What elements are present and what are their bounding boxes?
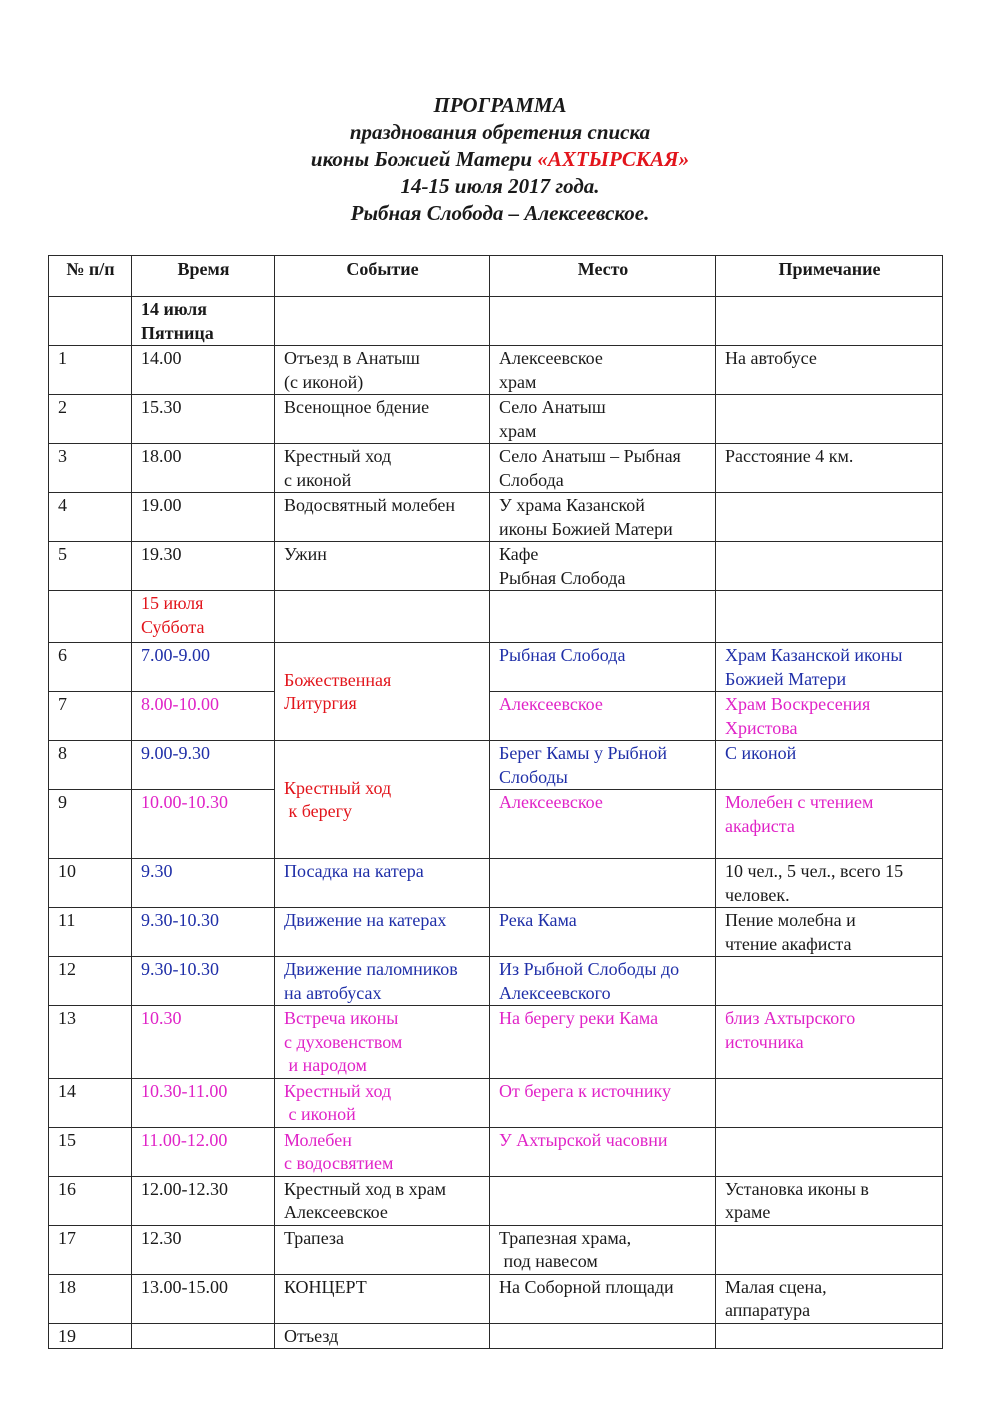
row-time: 14.00 — [132, 346, 275, 395]
row-note-line: Храм Воскресения — [725, 694, 871, 714]
row-note-line: акафиста — [725, 815, 795, 836]
row-place — [490, 444, 716, 493]
row-place-line: У Ахтырской часовни — [499, 1129, 668, 1150]
table-cell — [49, 591, 132, 643]
row-place — [490, 395, 716, 444]
col-header-note: Примечание — [716, 256, 943, 297]
row-event — [275, 1225, 490, 1274]
row-note-line: человек. — [725, 884, 790, 905]
row-note — [716, 741, 943, 790]
title-line-2: празднования обретения списка — [349, 120, 651, 144]
row-number: 9 — [49, 790, 132, 859]
row-note — [716, 1078, 943, 1127]
row-note-line: Установка иконы в — [725, 1178, 869, 1199]
row-number: 5 — [49, 542, 132, 591]
row-place — [490, 346, 716, 395]
row-event — [275, 643, 490, 741]
row-place — [490, 1006, 716, 1079]
day-date: 15 июля — [141, 593, 204, 613]
row-event — [275, 957, 490, 1006]
row-number: 19 — [49, 1323, 132, 1349]
table-row — [49, 1127, 943, 1176]
table-cell — [490, 591, 716, 643]
table-row — [49, 444, 943, 493]
row-event-line: с иконой — [284, 1104, 356, 1124]
row-time: 19.00 — [132, 493, 275, 542]
row-place-line: храм — [499, 371, 537, 392]
table-row — [49, 1006, 943, 1079]
table-row — [49, 395, 943, 444]
schedule-table — [48, 255, 943, 1349]
table-header-row — [49, 256, 943, 297]
row-event — [275, 1078, 490, 1127]
row-note-line: Малая сцена, — [725, 1276, 827, 1297]
row-note — [716, 1323, 943, 1349]
row-event — [275, 542, 490, 591]
row-event-line: Крестный ход в храм — [284, 1178, 446, 1199]
row-time: 8.00-10.00 — [132, 692, 275, 741]
row-place-line: Алексеевского — [499, 982, 611, 1003]
row-event-line: Крестный ход — [284, 777, 392, 798]
col-header-place: Место — [490, 256, 716, 297]
col-header-time: Время — [132, 256, 275, 297]
row-time: 7.00-9.00 — [132, 643, 275, 692]
row-place — [490, 1078, 716, 1127]
page-title — [0, 92, 1000, 227]
row-place-line: храм — [499, 420, 537, 441]
row-number: 15 — [49, 1127, 132, 1176]
row-number: 14 — [49, 1078, 132, 1127]
row-place — [490, 790, 716, 859]
row-note — [716, 908, 943, 957]
day-label — [132, 591, 275, 643]
table-row — [49, 1323, 943, 1349]
row-number: 16 — [49, 1176, 132, 1225]
row-note-line: храме — [725, 1202, 771, 1222]
row-event — [275, 444, 490, 493]
row-event-line: Водосвятный молебен — [284, 495, 456, 515]
row-event-line: Крестный ход — [284, 1080, 392, 1101]
row-event-line: Движение паломников — [284, 959, 458, 979]
row-place — [490, 493, 716, 542]
title-line-1: ПРОГРАММА — [433, 93, 567, 117]
row-number: 1 — [49, 346, 132, 395]
row-number: 10 — [49, 859, 132, 908]
row-place-line: На Соборной площади — [499, 1276, 674, 1297]
row-place — [490, 1323, 716, 1349]
day-weekday: Суббота — [141, 616, 205, 637]
title-line-4: 14-15 июля 2017 года. — [400, 174, 600, 198]
row-event — [275, 1274, 490, 1323]
table-row — [49, 790, 943, 859]
row-event-line: (с иконой) — [284, 371, 364, 392]
row-time: 11.00-12.00 — [132, 1127, 275, 1176]
row-place-line: под навесом — [499, 1251, 598, 1271]
row-event-line: с духовенством — [284, 1031, 403, 1052]
row-number: 12 — [49, 957, 132, 1006]
row-place-line: Алексеевское — [499, 694, 603, 714]
table-row — [49, 1176, 943, 1225]
row-event — [275, 1323, 490, 1349]
row-place — [490, 643, 716, 692]
row-number: 2 — [49, 395, 132, 444]
day-weekday: Пятница — [141, 322, 214, 343]
row-event-line: Ужин — [284, 544, 327, 564]
row-event-line: Отъезд в Анатыш — [284, 348, 420, 368]
row-place-line: иконы Божией Матери — [499, 518, 673, 539]
row-place-line: Рыбная Слобода — [499, 567, 626, 588]
row-note — [716, 493, 943, 542]
row-event — [275, 1127, 490, 1176]
row-place-line: Трапезная храма, — [499, 1227, 632, 1248]
table-cell — [716, 297, 943, 346]
table-cell — [490, 297, 716, 346]
table-row — [49, 542, 943, 591]
row-event-line: Всенощное бдение — [284, 397, 430, 417]
table-row — [49, 1078, 943, 1127]
title-line-5: Рыбная Слобода – Алексеевское. — [350, 201, 650, 225]
table-row — [49, 493, 943, 542]
row-place-line: Алексеевское — [499, 348, 603, 368]
row-event-line: и народом — [284, 1055, 367, 1075]
row-time: 12.00-12.30 — [132, 1176, 275, 1225]
row-place — [490, 692, 716, 741]
row-number: 18 — [49, 1274, 132, 1323]
row-note-line: Христова — [725, 717, 798, 738]
row-place-line: От берега к источнику — [499, 1080, 671, 1101]
row-place-line: Село Анатыш – Рыбная — [499, 446, 681, 466]
row-time: 15.30 — [132, 395, 275, 444]
row-note — [716, 1006, 943, 1079]
row-event-line: с иконой — [284, 469, 352, 490]
row-time: 9.30-10.30 — [132, 957, 275, 1006]
row-note-line: источника — [725, 1031, 804, 1052]
row-event-line: Молебен — [284, 1129, 352, 1150]
row-event-line: Литургия — [284, 693, 357, 713]
row-place — [490, 1225, 716, 1274]
row-note — [716, 444, 943, 493]
row-time: 18.00 — [132, 444, 275, 493]
row-note — [716, 542, 943, 591]
row-place-line: Из Рыбной Слободы до — [499, 959, 680, 979]
row-event — [275, 908, 490, 957]
row-place-line: Слобода — [499, 469, 564, 490]
row-note-line: Расстояние 4 км. — [725, 446, 854, 466]
row-note — [716, 1127, 943, 1176]
row-event-line: с водосвятием — [284, 1153, 394, 1173]
row-note-line: 10 чел., 5 чел., всего 15 — [725, 861, 904, 881]
table-row — [49, 859, 943, 908]
table-row — [49, 643, 943, 692]
row-note — [716, 346, 943, 395]
row-number: 11 — [49, 908, 132, 957]
row-note-line: чтение акафиста — [725, 933, 852, 954]
row-place-line: Кафе — [499, 544, 539, 564]
row-note-line: Пение молебна и — [725, 910, 856, 930]
row-event-line: на автобусах — [284, 982, 382, 1003]
row-note — [716, 1225, 943, 1274]
row-event-line: Встреча иконы — [284, 1008, 399, 1028]
row-note-line: аппаратура — [725, 1300, 811, 1320]
day-label — [132, 297, 275, 346]
row-note — [716, 692, 943, 741]
table-row — [49, 741, 943, 790]
row-note — [716, 957, 943, 1006]
row-place-line: Слободы — [499, 766, 568, 787]
row-event — [275, 1006, 490, 1079]
row-time: 12.30 — [132, 1225, 275, 1274]
row-time: 19.30 — [132, 542, 275, 591]
row-place — [490, 542, 716, 591]
row-time: 9.00-9.30 — [132, 741, 275, 790]
row-note — [716, 859, 943, 908]
row-number: 6 — [49, 643, 132, 692]
row-event-line: Крестный ход — [284, 446, 392, 466]
day-row-1 — [49, 297, 943, 346]
col-header-event: Событие — [275, 256, 490, 297]
row-place-line: Алексеевское — [499, 792, 603, 812]
row-number: 7 — [49, 692, 132, 741]
row-place — [490, 957, 716, 1006]
row-event-line: к берегу — [284, 801, 353, 821]
day-row-2 — [49, 591, 943, 643]
row-place-line: Берег Камы у Рыбной — [499, 743, 667, 763]
row-event-line: КОНЦЕРТ — [284, 1276, 367, 1297]
row-event-line: Алексеевское — [284, 1202, 388, 1222]
table-cell — [716, 591, 943, 643]
row-note — [716, 1274, 943, 1323]
row-note-line: Молебен с чтением — [725, 792, 874, 812]
row-note-line: С иконой — [725, 743, 797, 763]
row-place-line: Река Кама — [499, 910, 577, 930]
row-place — [490, 1176, 716, 1225]
col-header-num: № п/п — [49, 256, 132, 297]
row-place-line: На берегу реки Кама — [499, 1008, 659, 1028]
row-note — [716, 1176, 943, 1225]
row-time: 9.30-10.30 — [132, 908, 275, 957]
day-date: 14 июля — [141, 299, 208, 319]
row-event-line: Движение на катерах — [284, 910, 447, 930]
table-row — [49, 957, 943, 1006]
row-place-line: У храма Казанской — [499, 495, 645, 515]
table-row — [49, 1225, 943, 1274]
row-number: 17 — [49, 1225, 132, 1274]
row-time: 9.30 — [132, 859, 275, 908]
table-row — [49, 1274, 943, 1323]
title-line-3 — [0, 146, 1000, 173]
row-number: 3 — [49, 444, 132, 493]
table-row — [49, 346, 943, 395]
row-note — [716, 643, 943, 692]
row-place — [490, 741, 716, 790]
row-number: 8 — [49, 741, 132, 790]
row-place-line: Село Анатыш — [499, 397, 606, 417]
row-time: 10.00-10.30 — [132, 790, 275, 859]
row-place — [490, 908, 716, 957]
table-row — [49, 908, 943, 957]
row-place-line: Рыбная Слобода — [499, 645, 626, 665]
row-time: 13.00-15.00 — [132, 1274, 275, 1323]
row-number: 4 — [49, 493, 132, 542]
table-cell — [275, 591, 490, 643]
row-note-line: близ Ахтырского — [725, 1008, 856, 1028]
table-cell — [49, 297, 132, 346]
row-note — [716, 395, 943, 444]
title-line-3-prefix: иконы Божией Матери — [310, 147, 538, 171]
row-event-line: Трапеза — [284, 1227, 345, 1248]
row-note-line: Божией Матери — [725, 668, 847, 689]
row-time: 10.30 — [132, 1006, 275, 1079]
row-note-line: Храм Казанской иконы — [725, 645, 903, 665]
row-event — [275, 1176, 490, 1225]
row-place — [490, 859, 716, 908]
table-row — [49, 692, 943, 741]
row-number: 13 — [49, 1006, 132, 1079]
row-event — [275, 741, 490, 859]
row-event — [275, 346, 490, 395]
row-event-line: Посадка на катера — [284, 861, 424, 881]
row-event — [275, 395, 490, 444]
row-event — [275, 859, 490, 908]
row-event-line: Отъезд — [284, 1325, 339, 1346]
row-time: 10.30-11.00 — [132, 1078, 275, 1127]
row-note-line: На автобусе — [725, 348, 817, 368]
row-event-line: Божественная — [284, 669, 392, 690]
row-place — [490, 1274, 716, 1323]
row-time — [132, 1323, 275, 1349]
row-event — [275, 493, 490, 542]
icon-name-highlight: «АХТЫРСКАЯ» — [537, 147, 690, 171]
row-note — [716, 790, 943, 859]
row-place — [490, 1127, 716, 1176]
table-cell — [275, 297, 490, 346]
